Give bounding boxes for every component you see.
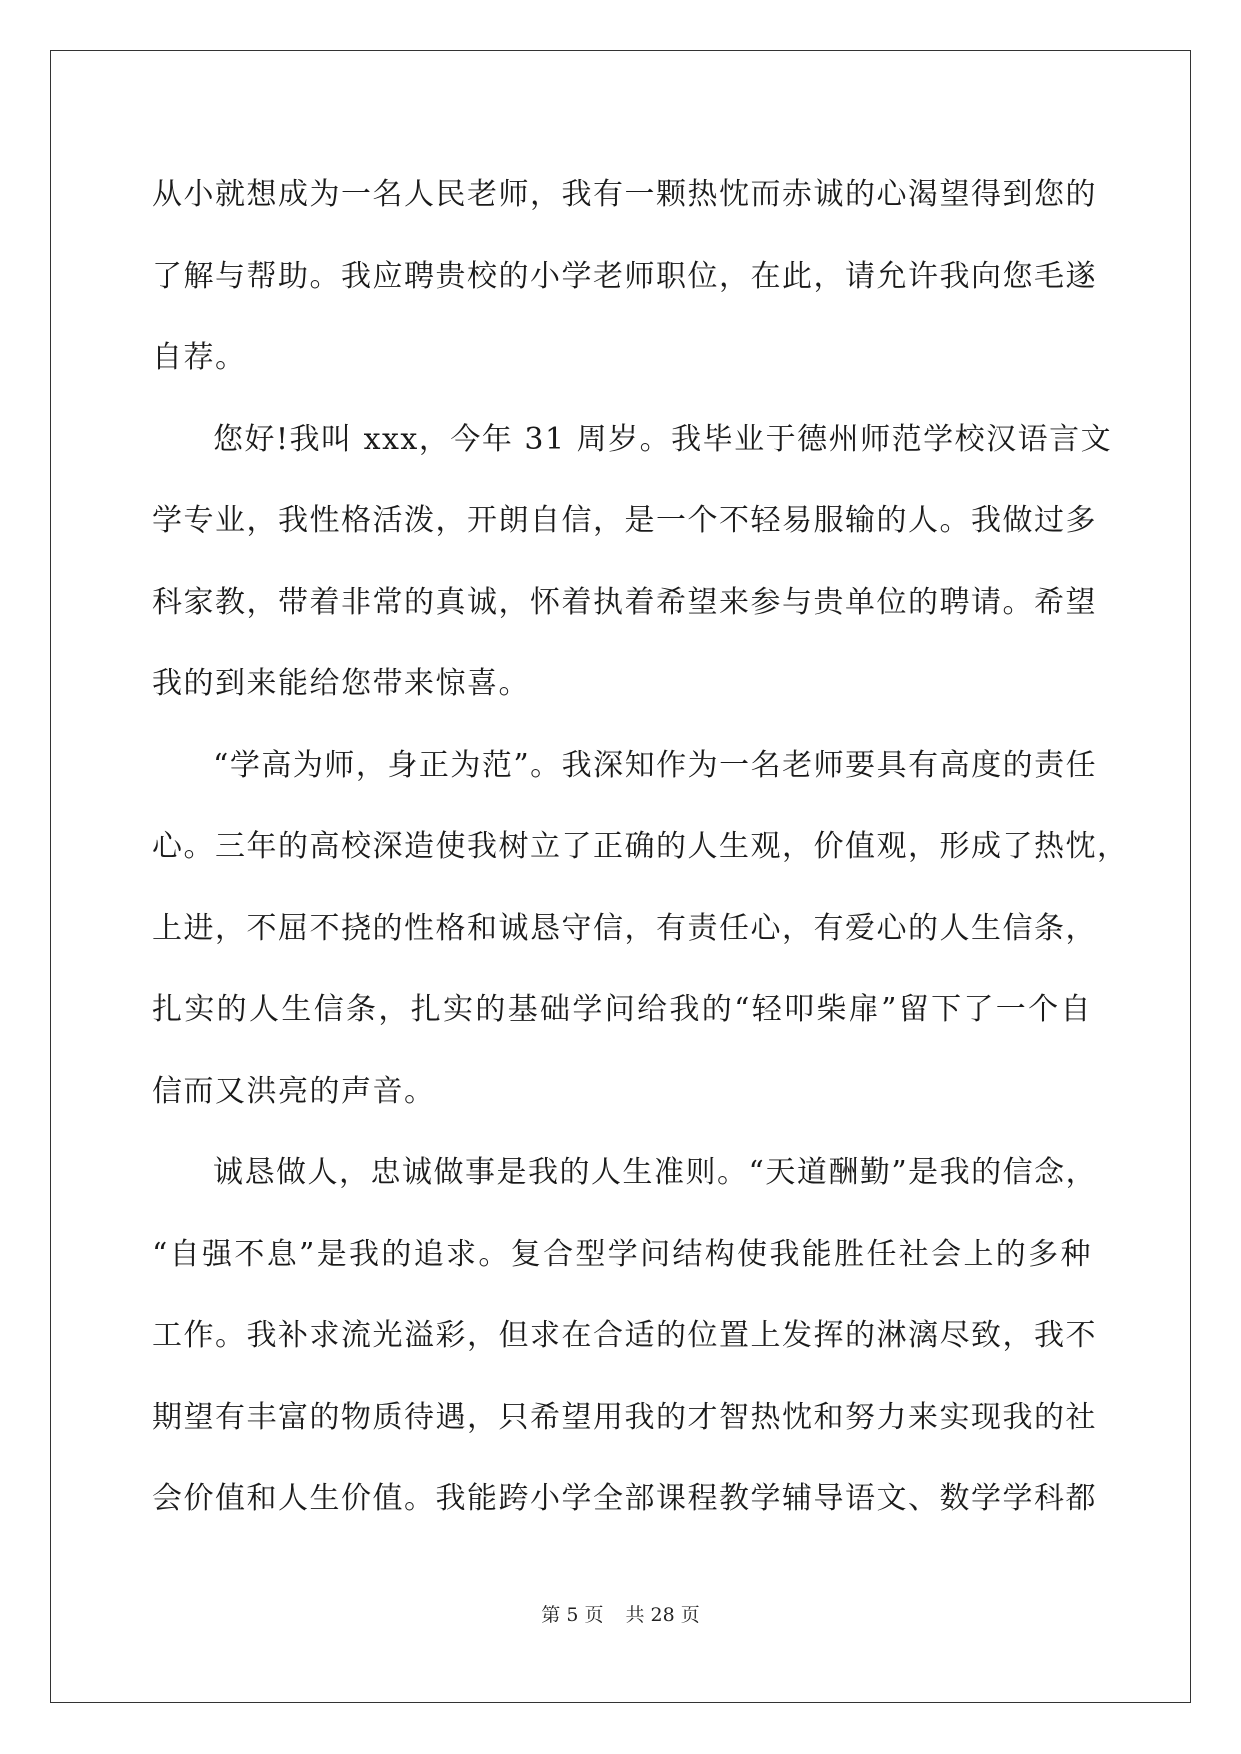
text-line: 上进，不屈不挠的性格和诚恳守信，有责任心，有爱心的人生信条， — [152, 910, 1097, 946]
text-line: 自荐。 — [152, 340, 247, 375]
text-line: 您好!我叫 xxx，今年 31 周岁。我毕业于德州师范学校汉语言文 — [213, 421, 1113, 457]
text-line: 期望有丰富的物质待遇，只希望用我的才智热忱和努力来实现我的社 — [152, 1399, 1097, 1435]
current-page-number: 第 5 页 — [541, 1604, 604, 1626]
text-line: 会价值和人生价值。我能跨小学全部课程教学辅导语文、数学学科都 — [152, 1481, 1097, 1516]
text-line: 诚恳做人，忠诚做事是我的人生准则。“天道酬勤”是我的信念， — [213, 1155, 1098, 1190]
document-body — [152, 154, 1129, 1540]
text-line: 从小就想成为一名人民老师，我有一颗热忱而赤诚的心渴望得到您的 — [152, 177, 1097, 212]
text-line: 我的到来能给您带来惊喜。 — [152, 666, 530, 701]
total-page-count: 共 28 页 — [625, 1604, 700, 1626]
text-line: 心。三年的高校深造使我树立了正确的人生观，价值观，形成了热忱， — [152, 829, 1129, 864]
text-line: “学高为师，身正为范”。我深知作为一名老师要具有高度的责任 — [213, 747, 1098, 783]
text-line: 信而又洪亮的声音。 — [152, 1073, 436, 1109]
text-line: 学专业，我性格活泼，开朗自信，是一个不轻易服输的人。我做过多 — [152, 503, 1097, 538]
text-line: 科家教，带着非常的真诚，怀着执着希望来参与贵单位的聘请。希望 — [152, 584, 1097, 620]
text-line: 扎实的人生信条，扎实的基础学问给我的“轻叩柴扉”留下了一个自 — [152, 992, 1092, 1027]
text-line: “自强不息”是我的追求。复合型学问结构使我能胜任社会上的多种 — [152, 1236, 1092, 1272]
text-line: 了解与帮助。我应聘贵校的小学老师职位，在此，请允许我向您毛遂 — [152, 258, 1097, 294]
text-line: 工作。我补求流光溢彩，但求在合适的位置上发挥的淋漓尽致，我不 — [152, 1318, 1097, 1353]
page-footer — [0, 1600, 1241, 1627]
